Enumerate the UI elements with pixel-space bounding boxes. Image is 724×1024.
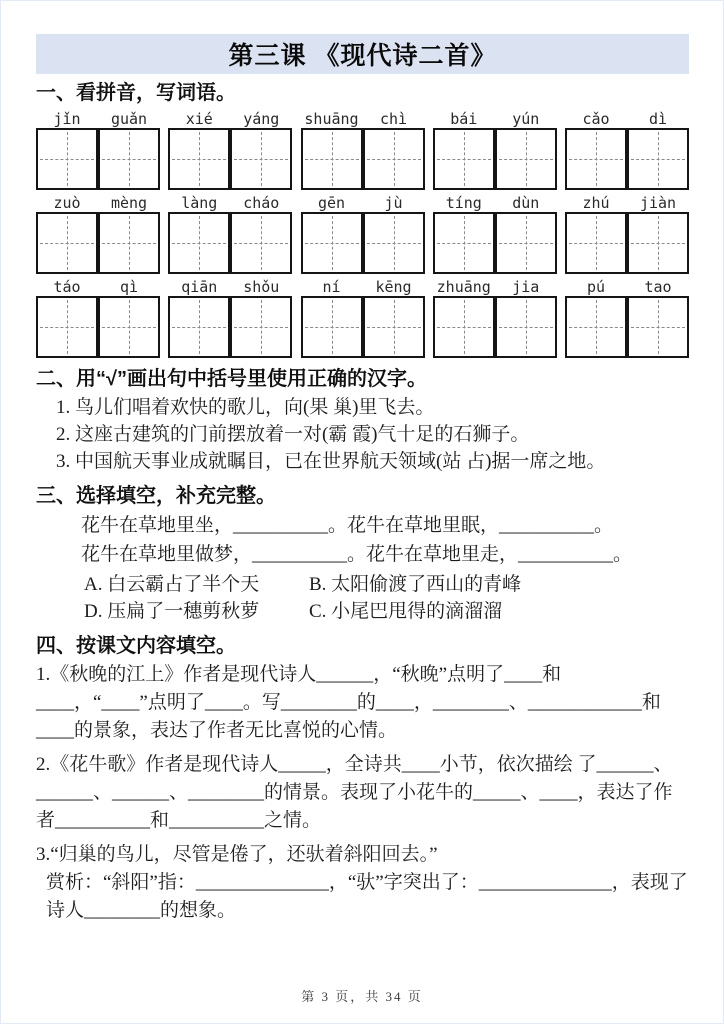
writing-cells — [36, 212, 160, 274]
pinyin-syllable: chì — [379, 110, 408, 128]
pinyin-syllable: táo — [53, 278, 81, 296]
pinyin-word-group — [565, 110, 689, 190]
writing-cell[interactable] — [301, 212, 363, 274]
pinyin-syllable: làng — [181, 194, 218, 212]
writing-cell[interactable] — [36, 128, 98, 190]
cloze-item-1: 1.《秋晚的江上》作者是现代诗人______，“秋晚”点明了____和____，“____”点明了____。写________的____，________、____________和____的景象，表达了作者无比喜悦的心情。 — [36, 664, 661, 741]
pinyin-word-group — [301, 194, 425, 274]
writing-cell[interactable] — [433, 128, 495, 190]
writing-cell[interactable] — [627, 212, 689, 274]
writing-cell[interactable] — [363, 128, 425, 190]
writing-cells — [168, 296, 292, 358]
writing-cell[interactable] — [565, 128, 627, 190]
pinyin-labels — [433, 278, 557, 296]
writing-cell[interactable] — [363, 212, 425, 274]
writing-cell[interactable] — [433, 212, 495, 274]
pinyin-labels — [301, 278, 425, 296]
pinyin-syllable: tao — [644, 278, 672, 296]
writing-cells — [433, 128, 557, 190]
pinyin-syllable: jiàn — [639, 194, 677, 212]
writing-cells — [168, 212, 292, 274]
writing-cells — [433, 296, 557, 358]
pinyin-labels — [36, 194, 160, 212]
pinyin-word-group — [433, 110, 557, 190]
writing-cell[interactable] — [495, 128, 557, 190]
pinyin-syllable: mèng — [110, 194, 148, 212]
writing-cells — [565, 212, 689, 274]
pinyin-labels — [168, 194, 292, 212]
pinyin-syllable: bái — [450, 110, 478, 128]
pinyin-syllable: zhú — [582, 194, 610, 212]
option-grid — [36, 571, 689, 625]
writing-cell[interactable] — [168, 128, 230, 190]
page-number: 第 3 页，共 34 页 — [301, 989, 423, 1004]
pinyin-syllable: shuāng — [304, 110, 359, 128]
pinyin-syllable: tíng — [445, 194, 482, 212]
writing-cell[interactable] — [495, 296, 557, 358]
pinyin-syllable: zhuāng — [436, 278, 491, 296]
pinyin-syllable: yáng — [243, 110, 280, 128]
cloze-item-3-quote: 3.“归巢的鸟儿，尽管是倦了，还驮着斜阳回去。” — [36, 844, 438, 865]
pinyin-row — [36, 110, 689, 190]
page-body — [1, 1, 723, 925]
pinyin-labels — [168, 278, 292, 296]
sentence-item-3: 3. 中国航天事业成就瞩目，已在世界航天领域(站 占)据一席之地。 — [56, 451, 606, 472]
section-3-heading: 三、选择填空，补充完整。 — [36, 485, 276, 507]
pinyin-syllable: qiān — [181, 278, 218, 296]
pinyin-labels — [36, 110, 160, 128]
pinyin-labels — [433, 110, 557, 128]
writing-cells — [36, 128, 160, 190]
writing-cells — [301, 212, 425, 274]
pinyin-syllable: jia — [512, 278, 540, 296]
fill-line-2: 花牛在草地里做梦，__________。花牛在草地里走，__________。 — [81, 544, 633, 565]
sentence-item-2: 2. 这座古建筑的门前摆放着一对(霸 霞)气十足的石狮子。 — [56, 424, 530, 445]
writing-cell[interactable] — [627, 128, 689, 190]
writing-cell[interactable] — [495, 212, 557, 274]
writing-cell[interactable] — [230, 212, 292, 274]
pinyin-syllable: zuò — [53, 194, 81, 212]
writing-cells — [565, 128, 689, 190]
pinyin-word-group — [301, 278, 425, 358]
writing-cells — [433, 212, 557, 274]
title-banner — [36, 34, 689, 74]
writing-cell[interactable] — [565, 212, 627, 274]
pinyin-syllable: gēn — [317, 194, 346, 212]
pinyin-word-group — [565, 194, 689, 274]
pinyin-syllable: jù — [384, 194, 403, 212]
pinyin-syllable: pú — [586, 278, 606, 296]
pinyin-syllable: qì — [119, 278, 139, 296]
pinyin-syllable: xié — [185, 110, 213, 128]
pinyin-row — [36, 278, 689, 358]
writing-cell[interactable] — [433, 296, 495, 358]
writing-cells — [301, 128, 425, 190]
writing-cell[interactable] — [36, 296, 98, 358]
pinyin-syllable: jǐn — [53, 110, 81, 128]
pinyin-labels — [433, 194, 557, 212]
writing-cell[interactable] — [168, 212, 230, 274]
writing-cell[interactable] — [98, 296, 160, 358]
writing-cell[interactable] — [301, 296, 363, 358]
option-b: B. 太阳偷渡了西山的青峰 — [309, 574, 522, 595]
writing-cell[interactable] — [230, 128, 292, 190]
pinyin-row — [36, 194, 689, 274]
section-1-heading: 一、看拼音，写词语。 — [36, 82, 236, 104]
writing-cells — [168, 128, 292, 190]
lesson-title: 第三课 《现代诗二首》 — [228, 42, 497, 70]
writing-cell[interactable] — [363, 296, 425, 358]
cloze-item-2: 2.《花牛歌》作者是现代诗人_____，全诗共____小节，依次描绘 了______、______、______、________的情景。表现了小花牛的_____、____，表达了作者__________和__________之情。 — [36, 754, 673, 831]
pinyin-syllable: ní — [322, 278, 341, 296]
pinyin-labels — [301, 194, 425, 212]
writing-cells — [565, 296, 689, 358]
cloze-item-3-analysis: 赏析：“斜阳”指：______________，“驮”字突出了：______________，表现了诗人________的想象。 — [46, 872, 688, 921]
pinyin-word-group — [168, 194, 292, 274]
pinyin-labels — [565, 278, 689, 296]
pinyin-syllable: yún — [512, 110, 540, 128]
pinyin-word-group — [565, 278, 689, 358]
writing-cell[interactable] — [98, 128, 160, 190]
pinyin-syllable: cháo — [243, 194, 280, 212]
pinyin-syllable: guǎn — [110, 110, 148, 128]
option-c: C. 小尾巴甩得的滴溜溜 — [309, 601, 503, 622]
writing-cell[interactable] — [627, 296, 689, 358]
sentence-item-1: 1. 鸟儿们唱着欢快的歌儿，向(果 巢)里飞去。 — [56, 397, 435, 418]
pinyin-syllable: cǎo — [582, 110, 610, 128]
pinyin-word-group — [36, 194, 160, 274]
section-2-heading: 二、用“√”画出句中括号里使用正确的汉字。 — [36, 368, 427, 390]
pinyin-labels — [565, 110, 689, 128]
option-a: A. 白云霸占了半个天 — [84, 574, 260, 595]
pinyin-word-group — [36, 110, 160, 190]
writing-cell[interactable] — [168, 296, 230, 358]
writing-cell[interactable] — [36, 212, 98, 274]
pinyin-labels — [36, 278, 160, 296]
pinyin-syllable: shǒu — [243, 278, 280, 296]
writing-cells — [36, 296, 160, 358]
pinyin-syllable: dùn — [512, 194, 540, 212]
pinyin-writing-grid — [36, 110, 689, 358]
writing-cell[interactable] — [565, 296, 627, 358]
writing-cell[interactable] — [301, 128, 363, 190]
pinyin-word-group — [301, 110, 425, 190]
pinyin-syllable: kēng — [375, 278, 412, 296]
pinyin-syllable: dì — [648, 110, 668, 128]
option-d: D. 压扁了一穗剪秋萝 — [84, 601, 260, 622]
writing-cells — [301, 296, 425, 358]
pinyin-word-group — [433, 194, 557, 274]
pinyin-word-group — [168, 278, 292, 358]
writing-cell[interactable] — [98, 212, 160, 274]
fill-line-1: 花牛在草地里坐，__________。花牛在草地里眠，__________。 — [81, 515, 614, 536]
section-4-heading: 四、按课文内容填空。 — [36, 635, 236, 657]
pinyin-labels — [565, 194, 689, 212]
pinyin-word-group — [433, 278, 557, 358]
writing-cell[interactable] — [230, 296, 292, 358]
pinyin-labels — [168, 110, 292, 128]
pinyin-labels — [301, 110, 425, 128]
pinyin-word-group — [36, 278, 160, 358]
pinyin-word-group — [168, 110, 292, 190]
